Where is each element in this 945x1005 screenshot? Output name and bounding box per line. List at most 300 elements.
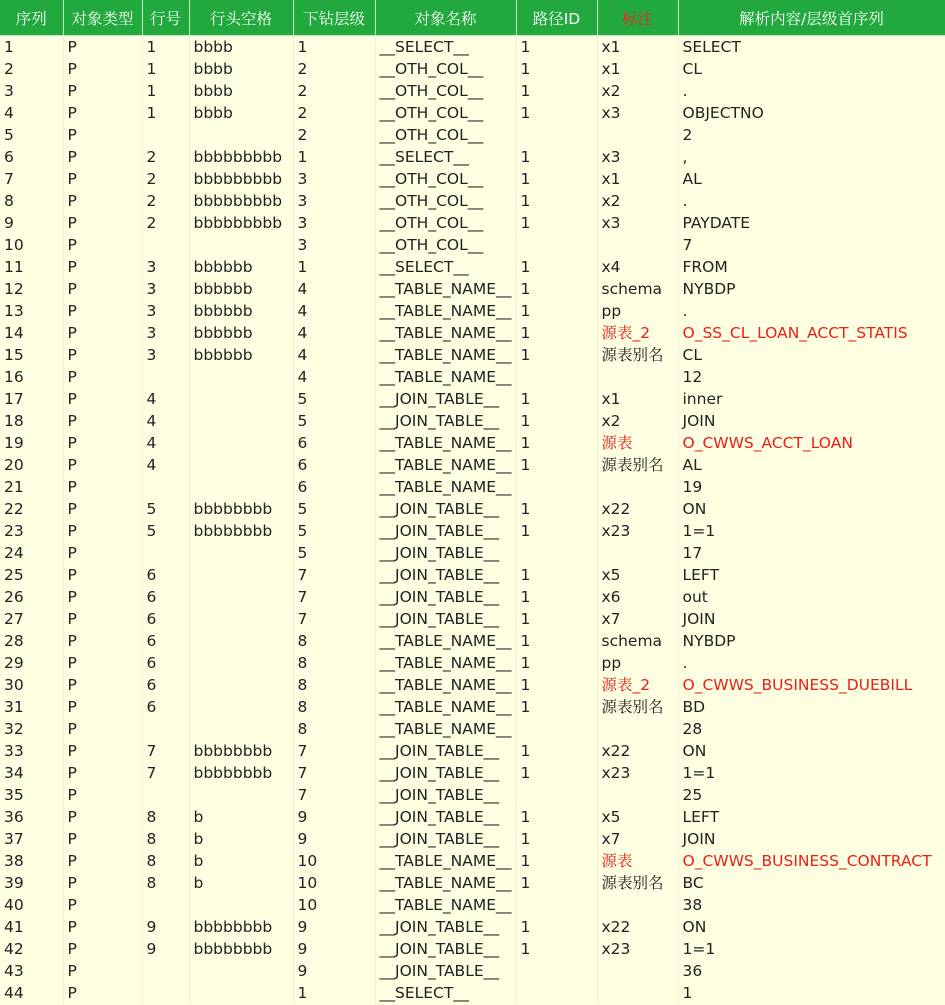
cell-mark[interactable]: 源表别名 — [597, 872, 678, 894]
cell-drill-level[interactable]: 4 — [293, 322, 375, 344]
cell-mark[interactable]: x1 — [597, 168, 678, 190]
cell-object-type[interactable]: P — [63, 586, 142, 608]
cell-seq[interactable]: 17 — [0, 388, 63, 410]
cell-path-id[interactable]: 1 — [516, 190, 597, 212]
cell-seq[interactable]: 44 — [0, 982, 63, 1004]
cell-line-no[interactable]: 2 — [142, 212, 189, 234]
cell-content[interactable]: out — [678, 586, 945, 608]
cell-seq[interactable]: 43 — [0, 960, 63, 982]
cell-object-name[interactable]: __TABLE_NAME__ — [375, 630, 516, 652]
cell-mark[interactable]: 源表_2 — [597, 322, 678, 344]
cell-seq[interactable]: 12 — [0, 278, 63, 300]
cell-line-indent[interactable]: bbbbbbbb — [189, 762, 293, 784]
cell-drill-level[interactable]: 2 — [293, 124, 375, 146]
cell-path-id[interactable]: 1 — [516, 740, 597, 762]
cell-seq[interactable]: 37 — [0, 828, 63, 850]
cell-seq[interactable]: 27 — [0, 608, 63, 630]
cell-content[interactable]: 19 — [678, 476, 945, 498]
cell-object-name[interactable]: __OTH_COL__ — [375, 190, 516, 212]
cell-line-no[interactable] — [142, 366, 189, 388]
cell-content[interactable]: CL — [678, 58, 945, 80]
cell-line-indent[interactable] — [189, 586, 293, 608]
cell-content[interactable]: inner — [678, 388, 945, 410]
cell-object-type[interactable]: P — [63, 344, 142, 366]
cell-content[interactable]: BC — [678, 872, 945, 894]
cell-line-indent[interactable] — [189, 718, 293, 740]
cell-mark[interactable] — [597, 366, 678, 388]
cell-line-no[interactable]: 8 — [142, 850, 189, 872]
cell-drill-level[interactable]: 5 — [293, 542, 375, 564]
column-header-line-indent[interactable]: 行头空格 — [189, 0, 293, 36]
cell-line-no[interactable]: 3 — [142, 256, 189, 278]
cell-drill-level[interactable]: 3 — [293, 168, 375, 190]
cell-content[interactable]: JOIN — [678, 608, 945, 630]
cell-path-id[interactable] — [516, 542, 597, 564]
cell-mark[interactable]: x2 — [597, 80, 678, 102]
cell-content[interactable]: 25 — [678, 784, 945, 806]
cell-seq[interactable]: 30 — [0, 674, 63, 696]
cell-seq[interactable]: 22 — [0, 498, 63, 520]
cell-object-name[interactable]: __SELECT__ — [375, 982, 516, 1004]
cell-object-type[interactable]: P — [63, 454, 142, 476]
cell-object-type[interactable]: P — [63, 740, 142, 762]
cell-seq[interactable]: 31 — [0, 696, 63, 718]
column-header-parsed-content[interactable]: 解析内容/层级首序列 — [678, 0, 945, 36]
cell-line-indent[interactable]: bbbbbbbbb — [189, 212, 293, 234]
cell-drill-level[interactable]: 3 — [293, 190, 375, 212]
cell-seq[interactable]: 35 — [0, 784, 63, 806]
cell-path-id[interactable]: 1 — [516, 828, 597, 850]
cell-line-indent[interactable]: bbbbbbbb — [189, 498, 293, 520]
cell-object-name[interactable]: __TABLE_NAME__ — [375, 674, 516, 696]
cell-content[interactable]: 28 — [678, 718, 945, 740]
cell-line-no[interactable] — [142, 234, 189, 256]
cell-content[interactable]: . — [678, 300, 945, 322]
cell-mark[interactable]: 源表_2 — [597, 674, 678, 696]
cell-line-no[interactable]: 1 — [142, 102, 189, 124]
cell-object-type[interactable]: P — [63, 80, 142, 102]
cell-drill-level[interactable]: 7 — [293, 740, 375, 762]
cell-line-no[interactable]: 5 — [142, 520, 189, 542]
cell-line-indent[interactable] — [189, 608, 293, 630]
cell-content[interactable]: JOIN — [678, 410, 945, 432]
cell-seq[interactable]: 8 — [0, 190, 63, 212]
cell-object-type[interactable]: P — [63, 190, 142, 212]
cell-line-no[interactable]: 2 — [142, 190, 189, 212]
cell-object-name[interactable]: __TABLE_NAME__ — [375, 278, 516, 300]
cell-content[interactable]: 1=1 — [678, 938, 945, 960]
cell-object-type[interactable]: P — [63, 762, 142, 784]
cell-object-type[interactable]: P — [63, 278, 142, 300]
cell-object-type[interactable]: P — [63, 652, 142, 674]
column-header-path-id[interactable]: 路径ID — [516, 0, 597, 36]
cell-content[interactable]: AL — [678, 454, 945, 476]
cell-object-name[interactable]: __JOIN_TABLE__ — [375, 938, 516, 960]
cell-path-id[interactable]: 1 — [516, 278, 597, 300]
cell-seq[interactable]: 13 — [0, 300, 63, 322]
cell-line-no[interactable]: 6 — [142, 586, 189, 608]
cell-line-no[interactable]: 6 — [142, 696, 189, 718]
cell-path-id[interactable]: 1 — [516, 388, 597, 410]
cell-seq[interactable]: 19 — [0, 432, 63, 454]
cell-seq[interactable]: 41 — [0, 916, 63, 938]
cell-line-no[interactable]: 6 — [142, 674, 189, 696]
cell-object-type[interactable]: P — [63, 916, 142, 938]
cell-mark[interactable] — [597, 784, 678, 806]
cell-line-no[interactable]: 3 — [142, 322, 189, 344]
cell-seq[interactable]: 5 — [0, 124, 63, 146]
cell-drill-level[interactable]: 7 — [293, 608, 375, 630]
cell-line-no[interactable]: 9 — [142, 916, 189, 938]
cell-content[interactable]: . — [678, 190, 945, 212]
cell-drill-level[interactable]: 2 — [293, 102, 375, 124]
cell-line-indent[interactable] — [189, 542, 293, 564]
cell-line-indent[interactable]: bbbbbbbbb — [189, 190, 293, 212]
cell-object-type[interactable]: P — [63, 938, 142, 960]
cell-object-name[interactable]: __TABLE_NAME__ — [375, 850, 516, 872]
cell-path-id[interactable]: 1 — [516, 762, 597, 784]
cell-seq[interactable]: 39 — [0, 872, 63, 894]
cell-path-id[interactable]: 1 — [516, 564, 597, 586]
cell-line-no[interactable]: 6 — [142, 608, 189, 630]
cell-object-name[interactable]: __TABLE_NAME__ — [375, 454, 516, 476]
cell-line-indent[interactable] — [189, 410, 293, 432]
cell-content[interactable]: O_CWWS_BUSINESS_DUEBILL — [678, 674, 945, 696]
cell-seq[interactable]: 10 — [0, 234, 63, 256]
cell-mark[interactable]: x1 — [597, 58, 678, 80]
cell-path-id[interactable] — [516, 784, 597, 806]
cell-path-id[interactable]: 1 — [516, 850, 597, 872]
cell-content[interactable]: 1 — [678, 982, 945, 1004]
cell-line-no[interactable]: 1 — [142, 80, 189, 102]
cell-mark[interactable]: x23 — [597, 520, 678, 542]
cell-object-type[interactable]: P — [63, 960, 142, 982]
cell-object-name[interactable]: __JOIN_TABLE__ — [375, 608, 516, 630]
cell-line-indent[interactable]: bbbb — [189, 58, 293, 80]
cell-content[interactable]: , — [678, 146, 945, 168]
cell-path-id[interactable] — [516, 366, 597, 388]
cell-object-type[interactable]: P — [63, 212, 142, 234]
cell-mark[interactable] — [597, 894, 678, 916]
cell-path-id[interactable]: 1 — [516, 80, 597, 102]
cell-content[interactable]: AL — [678, 168, 945, 190]
column-header-seq[interactable]: 序列 — [0, 0, 63, 36]
cell-object-name[interactable]: __JOIN_TABLE__ — [375, 520, 516, 542]
cell-path-id[interactable]: 1 — [516, 432, 597, 454]
cell-content[interactable]: BD — [678, 696, 945, 718]
cell-object-name[interactable]: __SELECT__ — [375, 36, 516, 59]
cell-object-name[interactable]: __JOIN_TABLE__ — [375, 916, 516, 938]
cell-object-type[interactable]: P — [63, 828, 142, 850]
cell-object-type[interactable]: P — [63, 850, 142, 872]
cell-line-indent[interactable]: bbbbbb — [189, 300, 293, 322]
cell-object-name[interactable]: __JOIN_TABLE__ — [375, 388, 516, 410]
cell-line-no[interactable]: 8 — [142, 806, 189, 828]
cell-mark[interactable]: x3 — [597, 102, 678, 124]
cell-object-name[interactable]: __TABLE_NAME__ — [375, 696, 516, 718]
cell-line-no[interactable]: 6 — [142, 652, 189, 674]
cell-path-id[interactable] — [516, 124, 597, 146]
cell-mark[interactable]: schema — [597, 278, 678, 300]
cell-object-type[interactable]: P — [63, 718, 142, 740]
cell-mark[interactable]: pp — [597, 300, 678, 322]
column-header-mark[interactable]: 标注 — [597, 0, 678, 36]
cell-line-no[interactable]: 2 — [142, 146, 189, 168]
cell-line-indent[interactable]: bbbbbbbb — [189, 520, 293, 542]
cell-seq[interactable]: 18 — [0, 410, 63, 432]
cell-path-id[interactable]: 1 — [516, 696, 597, 718]
cell-mark[interactable]: x5 — [597, 564, 678, 586]
cell-seq[interactable]: 6 — [0, 146, 63, 168]
cell-mark[interactable]: 源表别名 — [597, 454, 678, 476]
cell-object-name[interactable]: __JOIN_TABLE__ — [375, 806, 516, 828]
cell-object-name[interactable]: __JOIN_TABLE__ — [375, 498, 516, 520]
cell-object-name[interactable]: __JOIN_TABLE__ — [375, 740, 516, 762]
cell-drill-level[interactable]: 10 — [293, 872, 375, 894]
cell-object-type[interactable]: P — [63, 388, 142, 410]
cell-seq[interactable]: 32 — [0, 718, 63, 740]
cell-object-name[interactable]: __TABLE_NAME__ — [375, 344, 516, 366]
cell-object-name[interactable]: __OTH_COL__ — [375, 102, 516, 124]
cell-line-no[interactable] — [142, 124, 189, 146]
cell-drill-level[interactable]: 4 — [293, 300, 375, 322]
cell-object-name[interactable]: __SELECT__ — [375, 146, 516, 168]
cell-line-no[interactable] — [142, 542, 189, 564]
cell-content[interactable]: . — [678, 80, 945, 102]
cell-seq[interactable]: 23 — [0, 520, 63, 542]
cell-object-type[interactable]: P — [63, 168, 142, 190]
cell-object-name[interactable]: __TABLE_NAME__ — [375, 718, 516, 740]
cell-mark[interactable]: pp — [597, 652, 678, 674]
cell-object-type[interactable]: P — [63, 410, 142, 432]
column-header-line-no[interactable]: 行号 — [142, 0, 189, 36]
cell-path-id[interactable]: 1 — [516, 344, 597, 366]
cell-object-name[interactable]: __JOIN_TABLE__ — [375, 542, 516, 564]
cell-line-indent[interactable] — [189, 894, 293, 916]
cell-content[interactable]: . — [678, 652, 945, 674]
cell-mark[interactable]: x4 — [597, 256, 678, 278]
cell-line-indent[interactable]: b — [189, 872, 293, 894]
cell-line-indent[interactable]: bbbb — [189, 80, 293, 102]
cell-path-id[interactable] — [516, 234, 597, 256]
cell-line-indent[interactable]: b — [189, 806, 293, 828]
cell-seq[interactable]: 33 — [0, 740, 63, 762]
column-header-drill-level[interactable]: 下钻层级 — [293, 0, 375, 36]
cell-line-no[interactable] — [142, 718, 189, 740]
cell-mark[interactable]: x23 — [597, 762, 678, 784]
cell-drill-level[interactable]: 3 — [293, 234, 375, 256]
cell-line-no[interactable] — [142, 894, 189, 916]
cell-object-name[interactable]: __JOIN_TABLE__ — [375, 564, 516, 586]
cell-object-type[interactable]: P — [63, 300, 142, 322]
cell-path-id[interactable] — [516, 960, 597, 982]
cell-object-type[interactable]: P — [63, 608, 142, 630]
cell-drill-level[interactable]: 8 — [293, 696, 375, 718]
cell-seq[interactable]: 16 — [0, 366, 63, 388]
cell-content[interactable]: ON — [678, 740, 945, 762]
cell-path-id[interactable]: 1 — [516, 212, 597, 234]
cell-seq[interactable]: 2 — [0, 58, 63, 80]
cell-path-id[interactable]: 1 — [516, 168, 597, 190]
cell-drill-level[interactable]: 9 — [293, 828, 375, 850]
cell-mark[interactable] — [597, 476, 678, 498]
cell-drill-level[interactable]: 3 — [293, 212, 375, 234]
cell-seq[interactable]: 24 — [0, 542, 63, 564]
cell-object-name[interactable]: __OTH_COL__ — [375, 80, 516, 102]
cell-mark[interactable]: x7 — [597, 828, 678, 850]
cell-object-type[interactable]: P — [63, 696, 142, 718]
cell-line-no[interactable]: 3 — [142, 344, 189, 366]
cell-path-id[interactable]: 1 — [516, 410, 597, 432]
cell-line-indent[interactable]: bbbbbb — [189, 344, 293, 366]
cell-object-type[interactable]: P — [63, 322, 142, 344]
cell-seq[interactable]: 28 — [0, 630, 63, 652]
cell-seq[interactable]: 26 — [0, 586, 63, 608]
cell-object-name[interactable]: __SELECT__ — [375, 256, 516, 278]
cell-mark[interactable]: x3 — [597, 146, 678, 168]
cell-line-no[interactable]: 7 — [142, 740, 189, 762]
cell-path-id[interactable]: 1 — [516, 938, 597, 960]
cell-object-type[interactable]: P — [63, 630, 142, 652]
cell-line-indent[interactable]: bbbbbb — [189, 322, 293, 344]
cell-path-id[interactable]: 1 — [516, 872, 597, 894]
cell-line-indent[interactable] — [189, 696, 293, 718]
cell-content[interactable]: JOIN — [678, 828, 945, 850]
cell-path-id[interactable]: 1 — [516, 146, 597, 168]
cell-mark[interactable] — [597, 124, 678, 146]
cell-seq[interactable]: 1 — [0, 36, 63, 59]
cell-object-name[interactable]: __OTH_COL__ — [375, 168, 516, 190]
cell-line-no[interactable]: 4 — [142, 388, 189, 410]
cell-path-id[interactable]: 1 — [516, 520, 597, 542]
cell-seq[interactable]: 38 — [0, 850, 63, 872]
cell-object-name[interactable]: __TABLE_NAME__ — [375, 652, 516, 674]
cell-seq[interactable]: 9 — [0, 212, 63, 234]
cell-seq[interactable]: 21 — [0, 476, 63, 498]
cell-content[interactable]: FROM — [678, 256, 945, 278]
cell-seq[interactable]: 42 — [0, 938, 63, 960]
cell-mark[interactable]: schema — [597, 630, 678, 652]
cell-line-no[interactable]: 8 — [142, 872, 189, 894]
cell-object-type[interactable]: P — [63, 784, 142, 806]
cell-object-name[interactable]: __TABLE_NAME__ — [375, 894, 516, 916]
cell-drill-level[interactable]: 4 — [293, 278, 375, 300]
cell-content[interactable]: 17 — [678, 542, 945, 564]
cell-object-type[interactable]: P — [63, 256, 142, 278]
cell-line-indent[interactable] — [189, 476, 293, 498]
cell-object-type[interactable]: P — [63, 806, 142, 828]
cell-drill-level[interactable]: 7 — [293, 784, 375, 806]
cell-content[interactable]: 2 — [678, 124, 945, 146]
cell-content[interactable]: NYBDP — [678, 630, 945, 652]
cell-mark[interactable]: x5 — [597, 806, 678, 828]
cell-line-indent[interactable] — [189, 674, 293, 696]
cell-drill-level[interactable]: 8 — [293, 718, 375, 740]
cell-line-no[interactable]: 6 — [142, 630, 189, 652]
cell-drill-level[interactable]: 6 — [293, 454, 375, 476]
cell-object-name[interactable]: __TABLE_NAME__ — [375, 872, 516, 894]
cell-line-indent[interactable]: b — [189, 850, 293, 872]
cell-object-name[interactable]: __OTH_COL__ — [375, 124, 516, 146]
cell-line-indent[interactable]: bbbbbbbb — [189, 740, 293, 762]
cell-content[interactable]: 36 — [678, 960, 945, 982]
cell-seq[interactable]: 14 — [0, 322, 63, 344]
cell-path-id[interactable]: 1 — [516, 498, 597, 520]
cell-drill-level[interactable]: 1 — [293, 146, 375, 168]
cell-path-id[interactable]: 1 — [516, 102, 597, 124]
cell-drill-level[interactable]: 10 — [293, 894, 375, 916]
cell-path-id[interactable]: 1 — [516, 630, 597, 652]
cell-object-name[interactable]: __TABLE_NAME__ — [375, 322, 516, 344]
cell-drill-level[interactable]: 9 — [293, 806, 375, 828]
cell-seq[interactable]: 15 — [0, 344, 63, 366]
cell-object-type[interactable]: P — [63, 872, 142, 894]
cell-object-name[interactable]: __OTH_COL__ — [375, 234, 516, 256]
cell-seq[interactable]: 25 — [0, 564, 63, 586]
cell-line-no[interactable]: 3 — [142, 278, 189, 300]
cell-line-no[interactable]: 4 — [142, 432, 189, 454]
cell-drill-level[interactable]: 9 — [293, 938, 375, 960]
cell-content[interactable]: 1=1 — [678, 520, 945, 542]
cell-mark[interactable]: x22 — [597, 740, 678, 762]
cell-mark[interactable]: x3 — [597, 212, 678, 234]
cell-drill-level[interactable]: 8 — [293, 630, 375, 652]
cell-content[interactable]: 12 — [678, 366, 945, 388]
cell-line-no[interactable]: 4 — [142, 454, 189, 476]
cell-mark[interactable]: x1 — [597, 388, 678, 410]
cell-object-type[interactable]: P — [63, 146, 142, 168]
cell-line-no[interactable]: 9 — [142, 938, 189, 960]
cell-path-id[interactable] — [516, 476, 597, 498]
cell-path-id[interactable] — [516, 718, 597, 740]
cell-mark[interactable]: x7 — [597, 608, 678, 630]
cell-line-no[interactable]: 1 — [142, 36, 189, 59]
cell-object-type[interactable]: P — [63, 894, 142, 916]
cell-object-type[interactable]: P — [63, 234, 142, 256]
cell-path-id[interactable]: 1 — [516, 652, 597, 674]
cell-line-indent[interactable]: bbbbbbbbb — [189, 168, 293, 190]
cell-line-indent[interactable] — [189, 564, 293, 586]
cell-mark[interactable]: x2 — [597, 190, 678, 212]
cell-line-no[interactable]: 1 — [142, 58, 189, 80]
cell-drill-level[interactable]: 5 — [293, 498, 375, 520]
cell-mark[interactable] — [597, 718, 678, 740]
cell-content[interactable]: O_CWWS_BUSINESS_CONTRACT — [678, 850, 945, 872]
cell-drill-level[interactable]: 4 — [293, 366, 375, 388]
cell-object-type[interactable]: P — [63, 432, 142, 454]
cell-line-indent[interactable] — [189, 982, 293, 1004]
cell-line-indent[interactable] — [189, 124, 293, 146]
cell-object-type[interactable]: P — [63, 982, 142, 1004]
cell-path-id[interactable]: 1 — [516, 806, 597, 828]
column-header-object-type[interactable]: 对象类型 — [63, 0, 142, 36]
cell-object-name[interactable]: __JOIN_TABLE__ — [375, 410, 516, 432]
cell-object-type[interactable]: P — [63, 674, 142, 696]
cell-content[interactable]: SELECT — [678, 36, 945, 59]
cell-line-no[interactable]: 6 — [142, 564, 189, 586]
cell-line-indent[interactable] — [189, 960, 293, 982]
cell-drill-level[interactable]: 5 — [293, 388, 375, 410]
cell-seq[interactable]: 20 — [0, 454, 63, 476]
cell-line-no[interactable] — [142, 784, 189, 806]
cell-drill-level[interactable]: 5 — [293, 520, 375, 542]
cell-line-indent[interactable] — [189, 388, 293, 410]
cell-line-no[interactable] — [142, 982, 189, 1004]
cell-mark[interactable]: x23 — [597, 938, 678, 960]
cell-seq[interactable]: 34 — [0, 762, 63, 784]
cell-line-no[interactable] — [142, 476, 189, 498]
cell-path-id[interactable]: 1 — [516, 58, 597, 80]
